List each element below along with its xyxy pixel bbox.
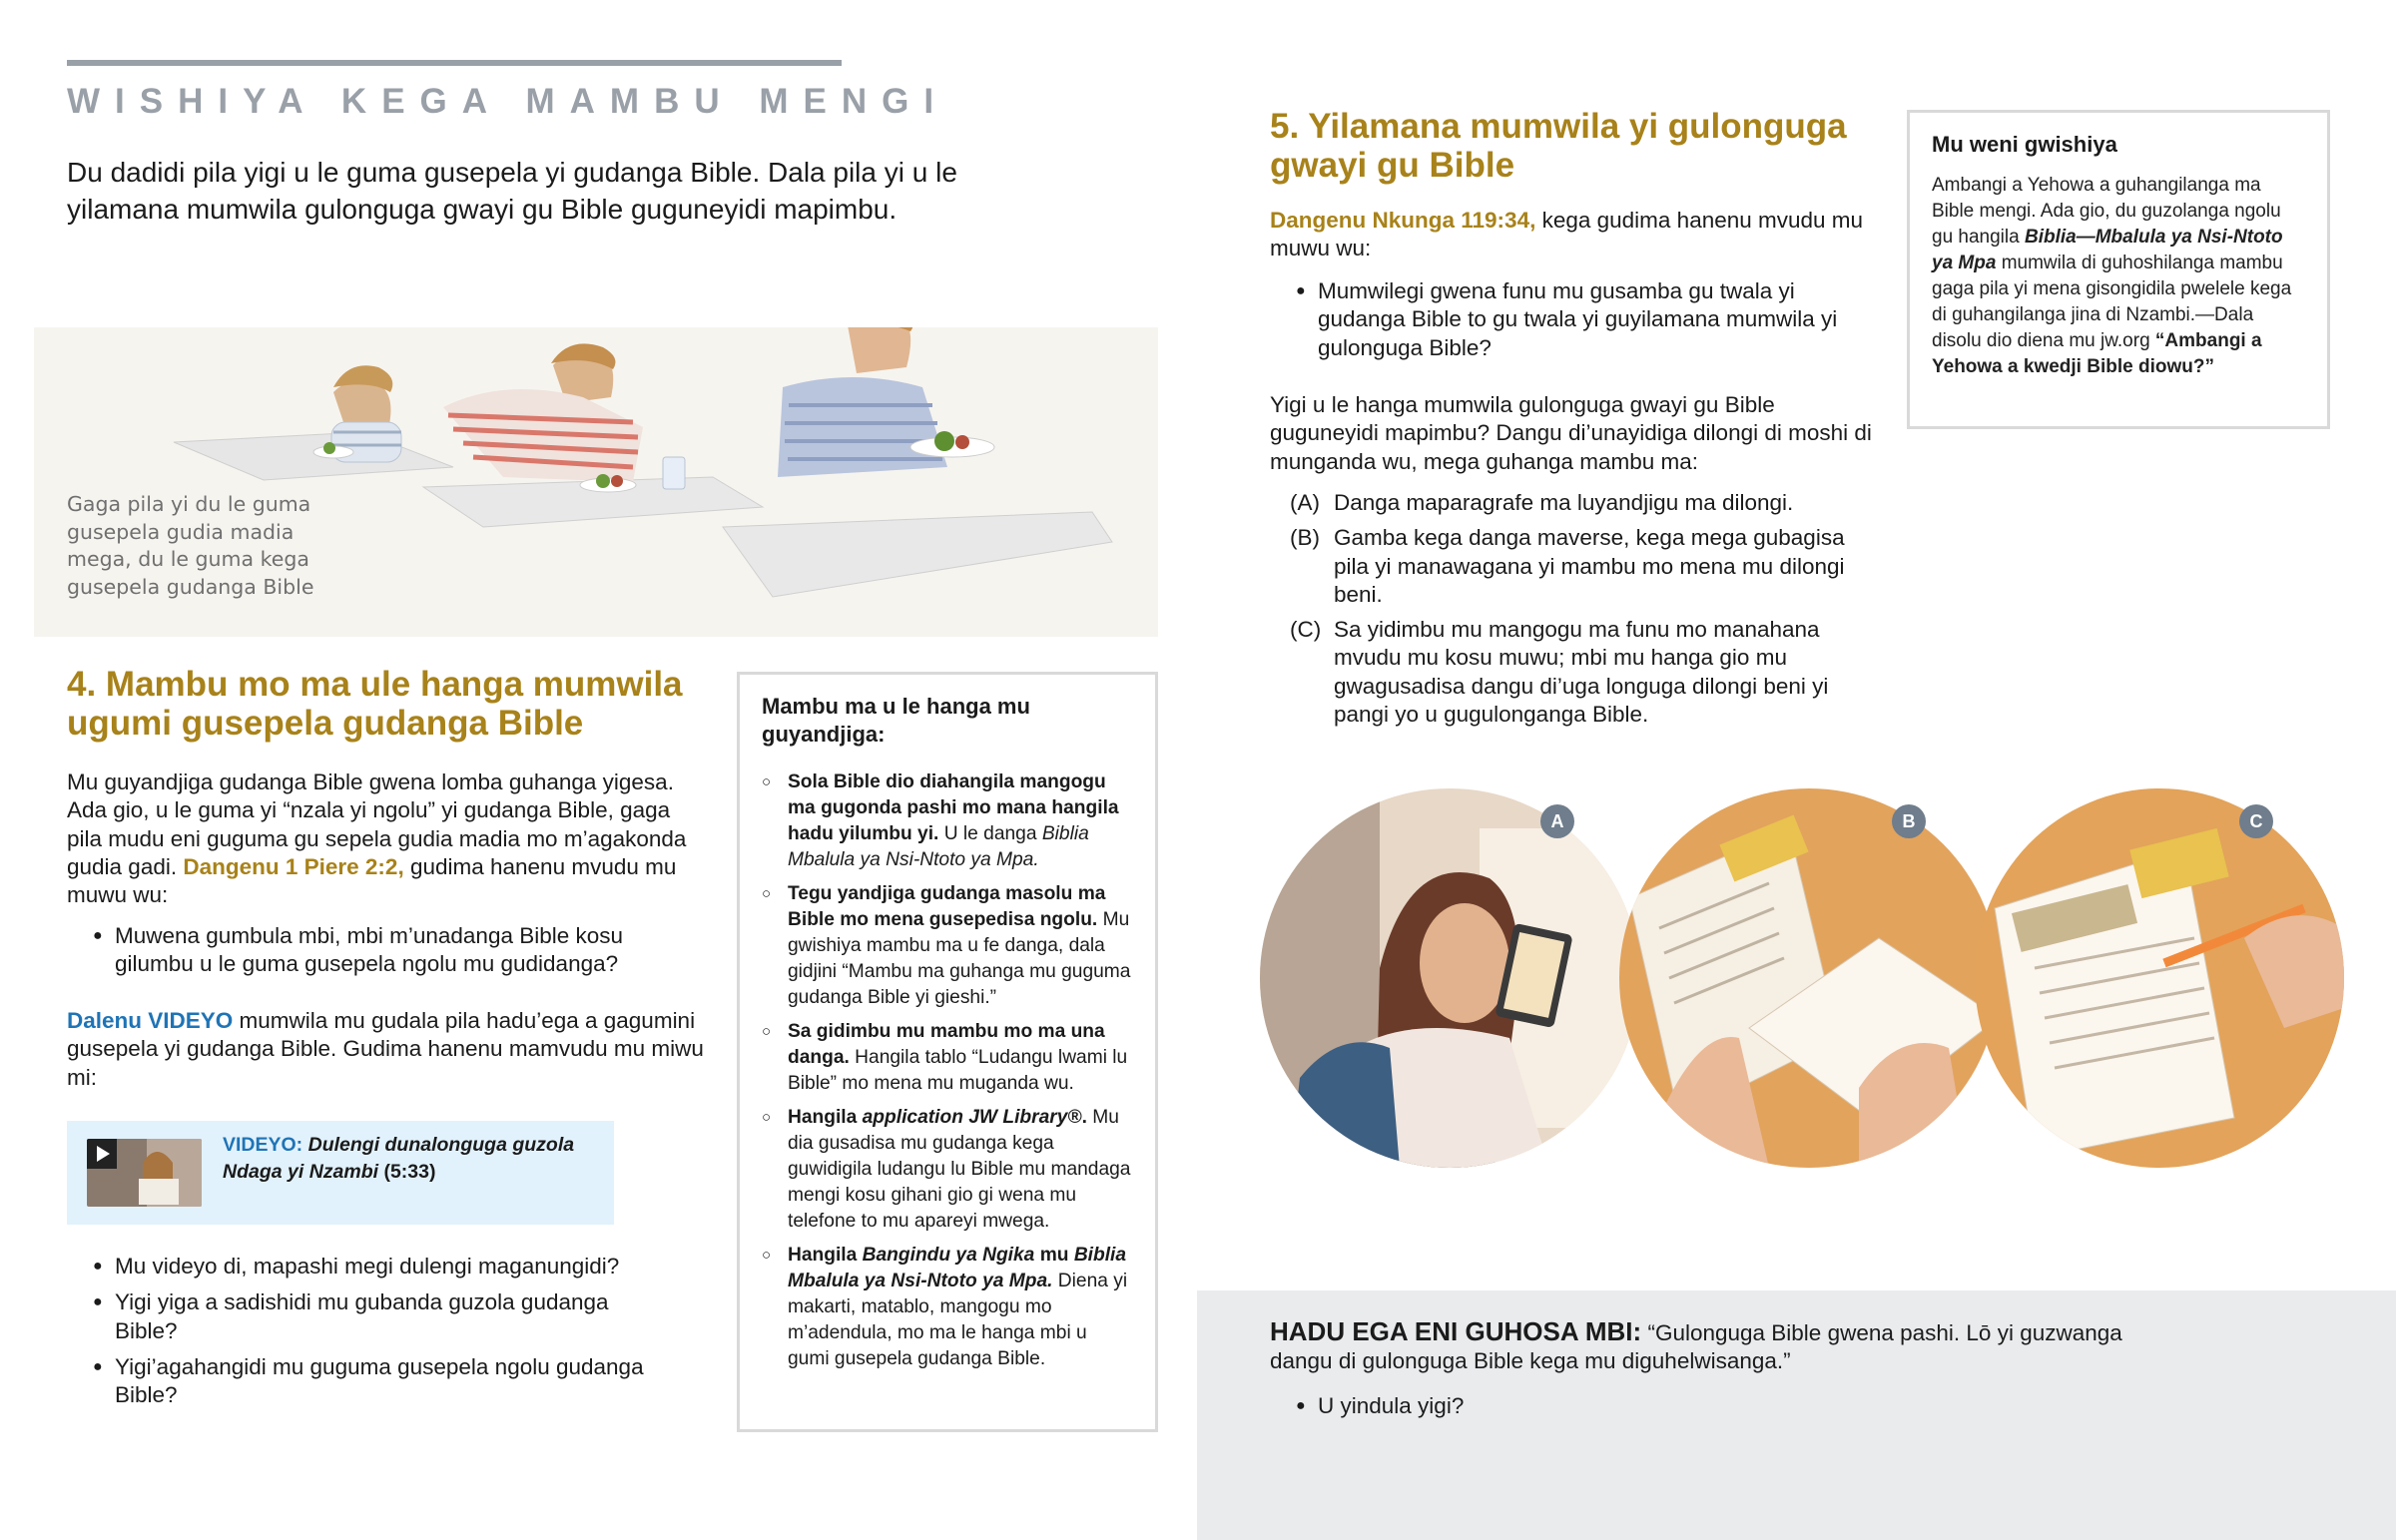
- list-item: [1270, 489, 1869, 517]
- objection-quote: “Gulonguga Bible gwena pashi. Lō yi guzwanga dangu di gulonguga Bible kega mu diguhelwisanga.”: [1270, 1320, 2122, 1374]
- reading-tips-title: Mambu ma u le hanga mu guyandjiga:: [762, 694, 1030, 747]
- badge-b: B: [1892, 804, 1926, 838]
- tip-text: U le danga: [938, 823, 1042, 844]
- video-link[interactable]: Dalenu VIDEYO: [67, 1008, 234, 1033]
- badge-a: A: [1540, 804, 1574, 838]
- section4-paragraph1: [67, 769, 706, 909]
- highlighting-book-drawing: [1975, 788, 2344, 1168]
- reading-tips-list: [762, 770, 1131, 1380]
- tip-italic: Biblia Mbalula ya Nsi-Ntoto ya Mpa.: [788, 823, 1089, 870]
- tip-text: Mu gwishiya mambu ma u fe danga, dala gidjini “Mambu ma guhanga mu guguma gudanga Bible yi gieshi.”: [788, 909, 1131, 1008]
- video-caption[interactable]: [223, 1132, 602, 1186]
- did-you-know-box: [1907, 110, 2330, 429]
- image-c-highlighting: [1975, 788, 2344, 1168]
- objection-lead: HADU EGA ENI GUHOSA MBI:: [1270, 1316, 1642, 1346]
- video-thumbnail[interactable]: [87, 1139, 202, 1207]
- list-item: [762, 1019, 1131, 1097]
- tip-bold: mu: [1034, 1245, 1074, 1266]
- step-label: (B): [1290, 525, 1320, 551]
- did-you-know-text: [1932, 173, 2306, 380]
- section4-para2-rest: mumwila mu gudala pila hadu’ega a gagumini gusepela yi gudanga Bible. Gudima hanenu mamvudu mu miwu mi:: [67, 1008, 704, 1090]
- tip-bold: Sa gidimbu mu mambu mo ma una danga.: [788, 1021, 1105, 1068]
- tip-text: Mu dia gusadisa mu gudanga kega guwidigila ludangu lu Bible mu mandaga mengi kosu gihani gio gi wena mu telefone to mu apareyi mwega.: [788, 1107, 1131, 1232]
- section-heading: WISHIYA KEGA MAMBU MENGI: [67, 82, 949, 121]
- study-steps-list: [1270, 489, 1869, 736]
- section5-paragraph: Yigi u le hanga mumwila gulonguga gwayi gu Bible guguneyidi mapimbu? Dangu di’unayidiga dilongi di moshi di munganda wu, mega guhanga mambu ma:: [1270, 392, 1872, 474]
- list-item: [762, 770, 1131, 873]
- list-item: ● Yigi’agahangidi mu guguma gusepela ngolu gudanga Bible?: [67, 1353, 666, 1410]
- video-label: VIDEYO:: [223, 1134, 303, 1156]
- scripture-link-1-piere[interactable]: Dangenu 1 Piere 2:2,: [183, 853, 404, 879]
- section5-heading: 5. Yilamana mumwila yi gulonguga gwayi gu Bible: [1270, 107, 1847, 185]
- illustration-caption: Gaga pila yi du le guma gusepela gudia madia mega, du le guma kega gusepela gudanga Bible: [67, 492, 314, 599]
- list-item: [1270, 616, 1869, 729]
- scripture-link-nkunga[interactable]: Dangenu Nkunga 119:34,: [1270, 208, 1536, 233]
- step-text: Gamba kega danga maverse, kega mega gubagisa pila yi manawagana yi mambu mo mena mu dilongi beni.: [1334, 525, 1845, 607]
- tip-bold: Tegu yandjiga gudanga masolu ma Bible mo mena gusepedisa ngolu.: [788, 883, 1106, 930]
- video-box[interactable]: [67, 1121, 614, 1225]
- intro-paragraph: Du dadidi pila yigi u le guma gusepela yi gudanga Bible. Dala pila yi u le yilamana mumwila gulonguga gwayi gu Bible guguneyidi mapimbu.: [67, 157, 957, 225]
- list-item: [762, 1243, 1131, 1372]
- tip-text: Hangila tablo “Ludangu lwami lu Bible” mo mena mu muganda wu.: [788, 1047, 1128, 1094]
- section4-para1-end: gudima hanenu mvudu mu muwu wu:: [67, 853, 677, 908]
- list-item: ● U yindula yigi?: [1270, 1392, 1869, 1420]
- text-part: Ambangi a Yehowa a guhangilanga ma Bible mengi. Ada gio, du guzolanga ngolu gu hangila: [1932, 175, 2281, 248]
- list-item: ● Muwena gumbula mbi, mbi m’unadanga Bible kosu gilumbu u le guma gusepela ngolu mu gudidanga?: [67, 922, 706, 979]
- list-item: ● Mu videyo di, mapashi megi dulengi maganungidi?: [67, 1253, 666, 1281]
- step-label: (C): [1290, 617, 1322, 643]
- list-item: ● Yigi yiga a sadishidi mu gubanda guzola gudanga Bible?: [67, 1288, 666, 1345]
- step-text: Sa yidimbu mu mangogu ma funu mo manahana mvudu mu kosu muwu; mbi mu hanga gio mu gwagusadisa dangu di’uga longuga dilongi beni yi pangi yo u gugulonganga Bible.: [1334, 617, 1829, 728]
- badge-c: C: [2239, 804, 2273, 838]
- video-title: Dulengi dunalonguga guzola Ndaga yi Nzambi: [223, 1134, 575, 1183]
- tip-bold: Hangila: [788, 1245, 863, 1266]
- tip-bold: Hangila: [788, 1107, 863, 1128]
- play-icon[interactable]: [87, 1139, 117, 1169]
- did-you-know-title: Mu weni gwishiya: [1932, 132, 2117, 157]
- bible-title: Biblia—Mbalula ya Nsi-Ntoto ya Mpa: [1932, 227, 2283, 273]
- image-b-bible-reading: [1619, 788, 1999, 1168]
- list-item: [1270, 524, 1869, 609]
- article-link[interactable]: “Ambangi a Yehowa a kwedji Bible diowu?”: [1932, 330, 2262, 377]
- list-item: [762, 1105, 1131, 1235]
- tip-text: Diena yi makarti, matablo, mangogu mo m’adendula, mo ma le hanga mbi u gumi gusepela gudanga Bible.: [788, 1271, 1128, 1369]
- tip-bold: .: [1081, 1107, 1087, 1128]
- section5-intro-rest: kega gudima hanenu mvudu mu muwu wu:: [1270, 208, 1864, 261]
- video-questions-list: [67, 1253, 666, 1409]
- section5-bullet-list: [1270, 277, 1869, 362]
- girl-reading-phone-drawing: [1260, 788, 1639, 1168]
- section4-paragraph2: [67, 1007, 706, 1092]
- tip-bold-italic: application JW Library®: [862, 1107, 1082, 1128]
- tip-bold-italic: Bangindu ya Ngika: [862, 1245, 1035, 1266]
- discussion-block: [1197, 1290, 2396, 1540]
- top-rule: [67, 60, 842, 66]
- objection-paragraph: [1270, 1317, 2168, 1376]
- text-part: mumwila di guhoshilanga mambu gaga pila yi mena gisongidila pwelele kega di guhangilanga jina di Nzambi.—Dala disolu dio diena mu jw.org: [1932, 253, 2292, 351]
- list-item: [762, 881, 1131, 1011]
- step-label: (A): [1290, 490, 1320, 515]
- section5-intro: [1270, 207, 1869, 263]
- section4-para1-start: Mu guyandjiga gudanga Bible gwena lomba guhanga yigesa. Ada gio, u le guma yi “nzala yi ngolu” yi gudanga Bible, gaga pila mudu eni guguma gu sepela gudia madia mo m’agakonda gudia gadi.: [67, 770, 687, 879]
- open-books-drawing: [1619, 788, 1999, 1168]
- reading-tips-box: [737, 672, 1158, 1432]
- step-text: Danga maparagrafe ma luyandjigu ma dilongi.: [1334, 490, 1794, 515]
- section4-heading: 4. Mambu mo ma ule hanga mumwila ugumi gusepela gudanga Bible: [67, 665, 683, 743]
- image-a-girl-reading: [1260, 788, 1639, 1168]
- list-item: ● Mumwilegi gwena funu mu gusamba gu twala yi gudanga Bible to gu twala yi guyilamana mumwila yi gulonguga Bible?: [1270, 277, 1869, 362]
- objection-bullet-list: [1270, 1392, 1869, 1420]
- section4-bullet-list: [67, 922, 706, 979]
- tip-bold: Sola Bible dio diahangila mangogu ma gugonda pashi mo mana hangila hadu yilumbu yi.: [788, 771, 1119, 844]
- video-duration: (5:33): [383, 1161, 436, 1183]
- tip-bold-italic: Biblia Mbalula ya Nsi-Ntoto ya Mpa.: [788, 1245, 1127, 1291]
